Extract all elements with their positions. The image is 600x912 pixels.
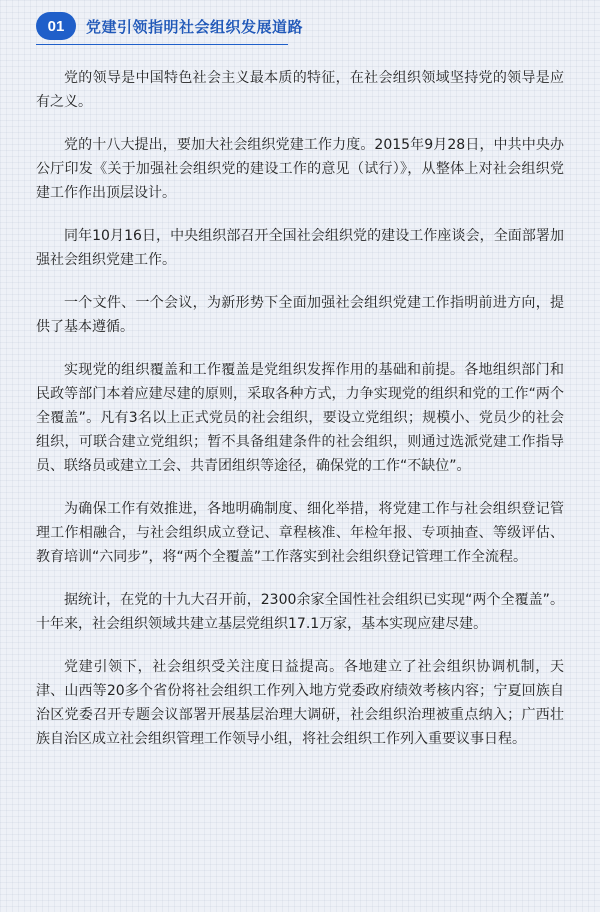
- paragraph: 据统计，在党的十九大召开前，2300余家全国性社会组织已实现“两个全覆盖”。十年来，社会组织领域共建立基层党组织17.1万家，基本实现应建尽建。: [36, 592, 564, 632]
- section-underline: [36, 44, 288, 45]
- paragraph: 党建引领下，社会组织受关注度日益提高。各地建立了社会组织协调机制，天津、山西等20多个省份将社会组织工作列入地方党委政府绩效考核内容；宁夏回族自治区党委召开专题会议部署开展基层治理大调研，社会组织治理被重点纳入；广西壮族自治区成立社会组织管理工作领导小组，将社会组织工作列入重要议事日程。: [36, 659, 564, 747]
- section-number-badge: 01: [36, 12, 76, 40]
- section-header: [36, 9, 303, 43]
- paragraph: 同年10月16日，中央组织部召开全国社会组织党的建设工作座谈会，全面部署加强社会组织党建工作。: [36, 228, 564, 268]
- paragraph: 为确保工作有效推进，各地明确制度、细化举措，将党建工作与社会组织登记管理工作相融合，与社会组织成立登记、章程核准、年检年报、专项抽查、等级评估、教育培训“六同步”，将“两个全覆盖”工作落实到社会组织登记管理工作全流程。: [36, 501, 564, 565]
- section-title: 党建引领指明社会组织发展道路: [86, 17, 304, 36]
- paragraph: 党的领导是中国特色社会主义最本质的特征，在社会组织领域坚持党的领导是应有之义。: [36, 70, 564, 110]
- paragraph: 实现党的组织覆盖和工作覆盖是党组织发挥作用的基础和前提。各地组织部门和民政等部门本着应建尽建的原则，采取各种方式，力争实现党的组织和党的工作“两个全覆盖”。凡有3名以上正式党员的社会组织，要设立党组织；规模小、党员少的社会组织，可联合建立党组织；暂不具备组建条件的社会组织，则通过选派党建工作指导员、联络员或建立工会、共青团组织等途径，确保党的工作“不缺位”。: [36, 362, 564, 474]
- article-body: [36, 66, 564, 770]
- paragraph: 一个文件、一个会议，为新形势下全面加强社会组织党建工作指明前进方向，提供了基本遵循。: [36, 295, 564, 335]
- paragraph: 党的十八大提出，要加大社会组织党建工作力度。2015年9月28日，中共中央办公厅印发《关于加强社会组织党的建设工作的意见（试行）》，从整体上对社会组织党建工作作出顶层设计。: [36, 137, 564, 201]
